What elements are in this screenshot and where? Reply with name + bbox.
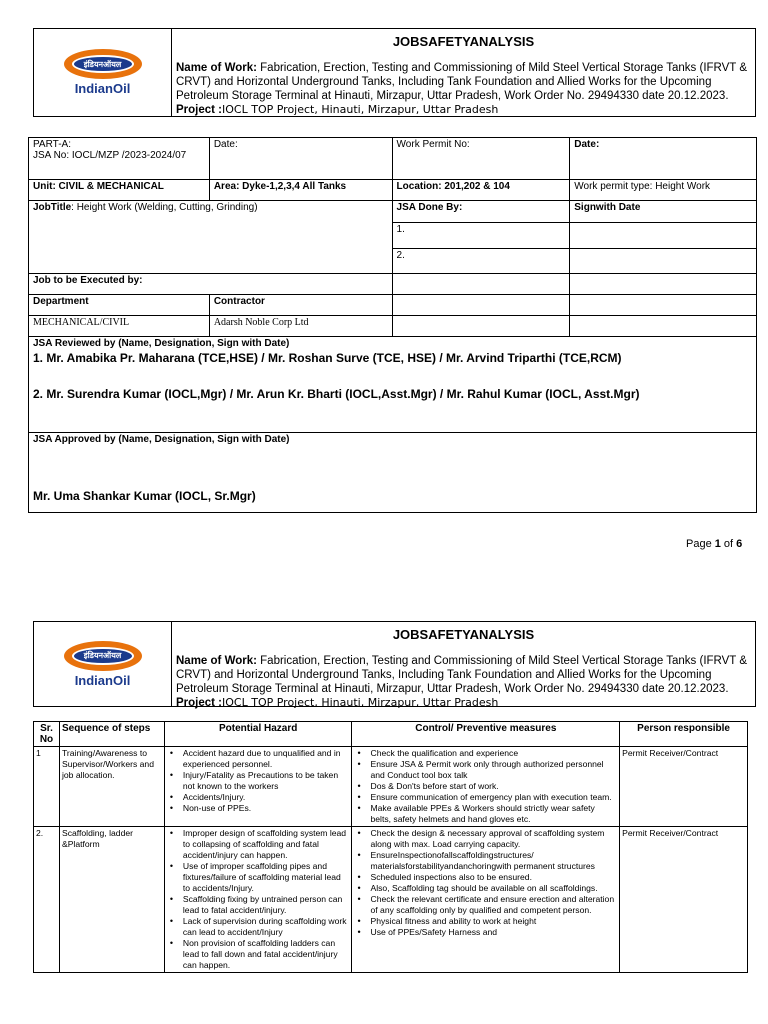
header-controls: Control/ Preventive measures	[352, 722, 620, 747]
jsa-no-cell	[29, 138, 210, 180]
hazard-item: • Non provision of scaffolding ladders can lead to fall down and fatal accident/injury can happen.	[167, 938, 350, 971]
header-sr-no: Sr. No	[34, 722, 60, 747]
page-prefix: Page	[686, 538, 715, 550]
control-item: • Use of PPEs/Safety Harness and	[354, 927, 617, 938]
department-value: MECHANICAL/CIVIL	[29, 316, 210, 337]
name-of-work-label: Name of Work:	[176, 62, 257, 74]
blank-cell	[392, 274, 570, 295]
indianoil-logo	[34, 622, 172, 706]
sign-2	[570, 248, 757, 273]
project-line	[176, 103, 751, 117]
control-item: • Check the design & necessary approval of scaffolding system along with max. Load carrying capacity.	[354, 828, 617, 850]
row-hazards	[164, 747, 352, 827]
jsa-done-by-2: 2.	[392, 248, 570, 273]
logo-disc-icon	[64, 641, 142, 671]
table-row	[34, 827, 748, 973]
department-label: Department	[29, 295, 210, 316]
contractor-label: Contractor	[209, 295, 392, 316]
job-title-text: : Height Work (Welding, Cutting, Grinding)	[71, 202, 258, 213]
location-cell: Location: 201,202 & 104	[392, 180, 570, 201]
logo-hindi-text: इंडियनऑयल	[72, 647, 134, 665]
jsa-done-by-label: JSA Done By:	[392, 201, 570, 223]
jsa-info-table	[28, 137, 757, 513]
page-number	[686, 538, 742, 550]
unit-cell: Unit: CIVIL & MECHANICAL	[29, 180, 210, 201]
hazard-item: • Accidents/Injury.	[167, 792, 350, 803]
approved-by-cell	[29, 433, 757, 513]
jsa-done-by-1: 1.	[392, 223, 570, 248]
row-person: Permit Receiver/Contract	[620, 747, 748, 827]
row-sr: 1	[34, 747, 60, 827]
control-item: • Make available PPEs & Workers should strictly wear safety belts, safety helmets and hand gloves etc.	[354, 803, 617, 825]
page-of: of	[720, 538, 737, 550]
reviewer-line-1: 1. Mr. Amabika Pr. Maharana (TCE,HSE) / Mr. Roshan Surve (TCE, HSE) / Mr. Arvind Triparthi (TCE,RCM)	[33, 351, 622, 365]
control-item: • Ensure communication of emergency plan with execution team.	[354, 792, 617, 803]
approved-by-label: JSA Approved by (Name, Designation, Sign with Date)	[33, 434, 290, 445]
hazard-item: • Improper design of scaffolding system lead to collapsing of scaffolding and fatal accident/injury can happen.	[167, 828, 350, 861]
part-a-label: PART-A:	[33, 139, 71, 150]
row-sr: 2.	[34, 827, 60, 973]
control-item: • Dos & Don'ts before start of work.	[354, 781, 617, 792]
document-title: JOBSAFETYANALYSIS	[392, 34, 535, 49]
control-item: • Check the relevant certificate and ensure erection and alteration of any scaffolding only by qualified and competent person.	[354, 894, 617, 916]
reviewed-by-label: JSA Reviewed by (Name, Designation, Sign with Date)	[33, 338, 290, 349]
name-of-work-text: Fabrication, Erection, Testing and Commissioning of Mild Steel Vertical Storage Tanks (IFRVT & CRVT) and Horizontal Underground Tanks, Including Tank Foundation and Allied Works for the Upcoming Petroleum Storage Terminal at Hinauti, Mirzapur, Uttar Pradesh, Work Order No. 29494330 date 20.12.2023.	[176, 655, 747, 695]
permit-date-cell: Date:	[570, 138, 757, 180]
approver-line: Mr. Uma Shankar Kumar (IOCL, Sr.Mgr)	[33, 489, 256, 503]
row-step: Scaffolding, ladder &Platform	[59, 827, 164, 973]
page-current: 1	[714, 538, 721, 550]
name-of-work	[176, 61, 751, 103]
contractor-value: Adarsh Noble Corp Ltd	[209, 316, 392, 337]
table-row	[34, 747, 748, 827]
job-title-label: JobTitle	[33, 202, 72, 213]
row-person: Permit Receiver/Contract	[620, 827, 748, 973]
blank-cell	[570, 295, 757, 316]
header-body	[172, 622, 755, 709]
name-of-work-label: Name of Work:	[176, 655, 257, 667]
project-text: IOCL TOP Project, Hinauti, Mirzapur, Uttar Pradesh	[222, 696, 499, 709]
header-body	[172, 29, 755, 116]
logo-wordmark: IndianOil	[74, 672, 131, 688]
hazard-item: • Non-use of PPEs.	[167, 803, 350, 814]
logo-hindi-text: इंडियनऑयल	[72, 55, 134, 73]
hazard-item: • Injury/Fatality as Precautions to be taken not known to the workers	[167, 770, 350, 792]
name-of-work-text: Fabrication, Erection, Testing and Commissioning of Mild Steel Vertical Storage Tanks (IFRVT & CRVT) and Horizontal Underground Tanks, Including Tank Foundation and Allied Works for the Upcoming Petroleum Storage Terminal at Hinauti, Mirzapur, Uttar Pradesh, Work Order No. 29494330 date 20.12.2023.	[176, 62, 747, 102]
header-person: Person responsible	[620, 722, 748, 747]
logo-wordmark: IndianOil	[74, 81, 131, 96]
permit-type-cell: Work permit type: Height Work	[570, 180, 757, 201]
control-item: • EnsureInspectionofallscaffoldingstructures/ materialsforstabilityandanchoringwith permanent structures	[354, 850, 617, 872]
reviewer-line-2: 2. Mr. Surendra Kumar (IOCL,Mgr) / Mr. Arun Kr. Bharti (IOCL,Asst.Mgr) / Mr. Rahul Kumar (IOCL, Asst.Mgr)	[33, 387, 640, 401]
hazard-item: • Use of improper scaffolding pipes and fixtures/failure of scaffolding material lead to accidents/Injury.	[167, 861, 350, 894]
row-controls	[352, 827, 620, 973]
hazard-item: • Lack of supervision during scaffolding work can lead to accident/Injury	[167, 916, 350, 938]
indianoil-logo	[34, 29, 172, 116]
blank-cell	[570, 274, 757, 295]
row-controls	[352, 747, 620, 827]
project-label: Project :	[176, 697, 223, 709]
header-sequence: Sequence of steps	[59, 722, 164, 747]
job-executed-by-label: Job to be Executed by:	[29, 274, 393, 295]
hazard-item: • Scaffolding fixing by untrained person can lead to fatal accident/injury.	[167, 894, 350, 916]
jsa-header-page1	[33, 28, 756, 117]
control-item: • Check the qualification and experience	[354, 748, 617, 759]
blank-cell	[570, 316, 757, 337]
work-permit-no-cell: Work Permit No:	[392, 138, 570, 180]
row-hazards	[164, 827, 352, 973]
row-step: Training/Awareness to Supervisor/Workers and job allocation.	[59, 747, 164, 827]
project-text: IOCL TOP Project, Hinauti, Mirzapur, Uttar Pradesh	[222, 103, 499, 116]
blank-cell	[392, 295, 570, 316]
sign-with-date-label: Signwith Date	[570, 201, 757, 223]
header-hazard: Potential Hazard	[164, 722, 352, 747]
project-line	[176, 696, 751, 710]
jsa-steps-table	[33, 721, 748, 973]
control-item: • Scheduled inspections also to be ensured.	[354, 872, 617, 883]
project-label: Project :	[176, 104, 223, 116]
control-item: • Physical fitness and ability to work at height	[354, 916, 617, 927]
blank-cell	[392, 316, 570, 337]
jsa-header-page2	[33, 621, 756, 707]
hazard-item: • Accident hazard due to unqualified and in experienced personnel.	[167, 748, 350, 770]
control-item: • Ensure JSA & Permit work only through authorized personnel and Conduct tool box talk	[354, 759, 617, 781]
reviewed-by-cell	[29, 337, 757, 433]
jsa-number: JSA No: IOCL/MZP /2023-2024/07	[33, 150, 187, 161]
area-cell: Area: Dyke-1,2,3,4 All Tanks	[209, 180, 392, 201]
control-item: • Also, Scaffolding tag should be available on all scaffoldings.	[354, 883, 617, 894]
name-of-work	[176, 654, 751, 696]
logo-disc-icon	[64, 49, 142, 79]
sign-1	[570, 223, 757, 248]
date-cell: Date:	[209, 138, 392, 180]
job-title-cell	[29, 201, 393, 274]
page-total: 6	[736, 538, 743, 550]
document-title: JOBSAFETYANALYSIS	[392, 627, 535, 642]
